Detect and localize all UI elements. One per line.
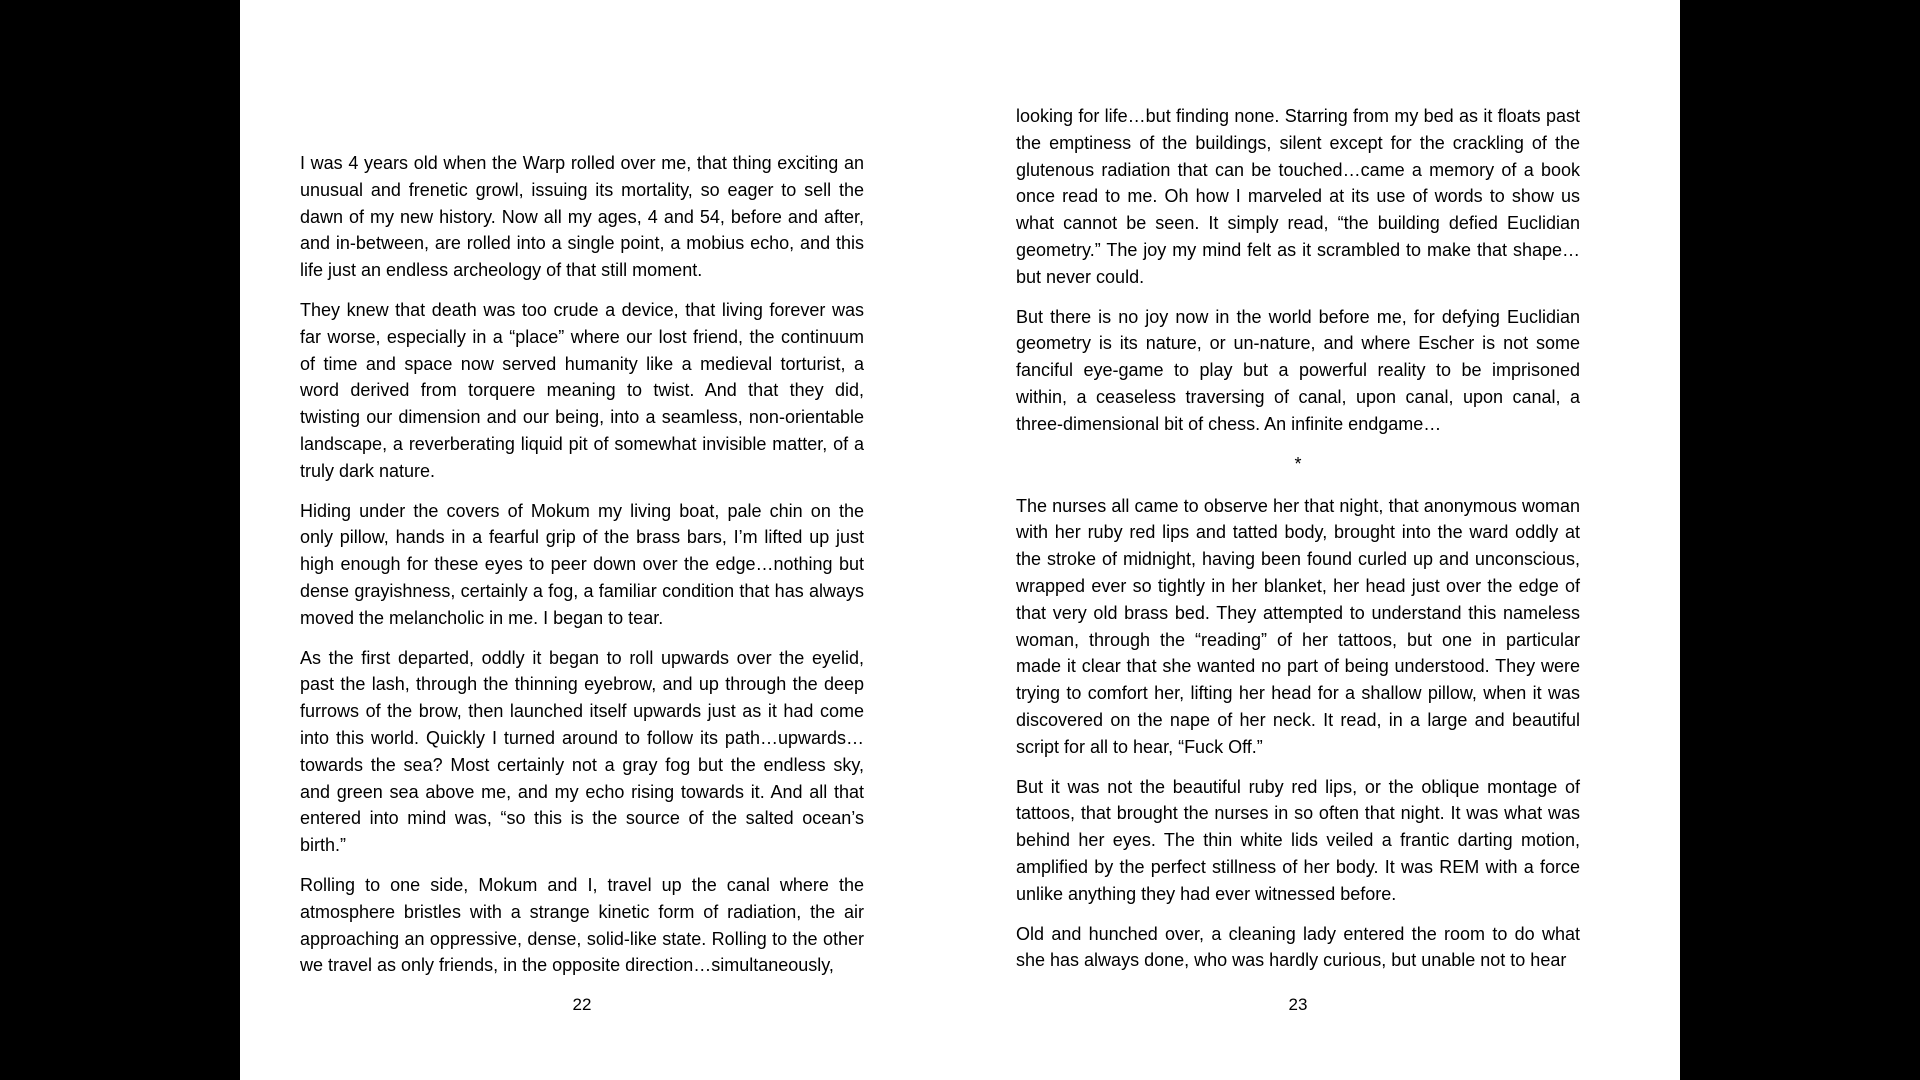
paragraph: But there is no joy now in the world before me, for defying Euclidian geometry is its nature, or un-nature, and where Escher is not some fanciful eye-game to play but a powerful reality to be imprisoned within, a ceaseless traversing of canal, upon canal, upon canal, a three-dimensional bit of chess. An infinite endgame…	[1016, 306, 1580, 434]
paragraph: I was 4 years old when the Warp rolled over me, that thing exciting an unusual and frenetic growl, issuing its mortality, so eager to sell the dawn of my new history. Now all my ages, 4 and 54, before and after, and in-between, are rolled into a single point, a mobius echo, and this life just an endless archeology of that still moment.	[300, 153, 864, 281]
paragraph: But it was not the beautiful ruby red lips, or the oblique montage of tattoos, that brought the nurses in so often that night. It was what was behind her eyes. The thin white lids veiled a frantic darting motion, amplified by the perfect stillness of her body. It was REM with a force unlike anything they had ever witnessed before.	[1016, 776, 1580, 904]
paragraph: They knew that death was too crude a device, that living forever was far worse, especially in a “place” where our lost friend, the continuum of time and space now served humanity like a medieval torturist, a word derived from torquere meaning to twist. And that they did, twisting our dimension and our being, into a seamless, non-orientable landscape, a reverberating liquid pit of somewhat invisible matter, of a truly dark nature.	[300, 299, 864, 481]
right-page-text	[1016, 103, 1580, 987]
left-page-text	[300, 150, 864, 992]
paragraph: As the first departed, oddly it began to roll upwards over the eyelid, past the lash, through the thinning eyebrow, and up through the deep furrows of the brow, then launched itself upwards just as it had come into this world. Quickly I turned around to follow its path…upwards…towards the sea? Most certainly not a gray fog but the endless sky, and green sea above me, and my echo rising towards it. And all that entered into mind was, “so this is the source of the salted ocean’s birth.”	[300, 647, 864, 856]
page-number-left: 22	[572, 995, 592, 1014]
book-spread	[240, 0, 1680, 1080]
left-page	[240, 0, 960, 1080]
scene-break: *	[1294, 453, 1302, 474]
paragraph: looking for life…but finding none. Starring from my bed as it floats past the emptiness of the buildings, silent except for the crackling of the glutenous radiation that can be touched…came a memory of a book once read to me. Oh how I marveled at its use of words to show us what cannot be seen. It simply read, “the building defied Euclidian geometry.” The joy my mind felt as it scrambled to make that shape…but never could.	[1016, 106, 1580, 287]
paragraph: Old and hunched over, a cleaning lady entered the room to do what she has always done, who was hardly curious, but unable not to hear	[1016, 923, 1580, 971]
paragraph: The nurses all came to observe her that night, that anonymous woman with her ruby red lips and tatted body, brought into the ward oddly at the stroke of midnight, having been found curled up and unconscious, wrapped ever so tightly in her blanket, her head just over the edge of that very old brass bed. They attempted to understand this nameless woman, through the “reading” of her tattoos, but one in particular made it clear that she wanted no part of being understood. They were trying to comfort her, lifting her head for a shallow pillow, when it was discovered on the nape of her neck. It read, in a large and beautiful script for all to hear, “Fuck Off.”	[1016, 495, 1580, 757]
right-page	[960, 0, 1680, 1080]
page-number-right: 23	[1288, 995, 1308, 1014]
paragraph: Rolling to one side, Mokum and I, travel up the canal where the atmosphere bristles with a strange kinetic form of radiation, the air approaching an oppressive, dense, solid-like state. Rolling to the other we travel as only friends, in the opposite direction…simultaneously,	[300, 874, 864, 976]
paragraph: Hiding under the covers of Mokum my living boat, pale chin on the only pillow, hands in a fearful grip of the brass bars, I’m lifted up just high enough for these eyes to peer down over the edge…nothing but dense grayishness, certainly a fog, a familiar condition that has always moved the melancholic in me. I began to tear.	[300, 500, 864, 628]
